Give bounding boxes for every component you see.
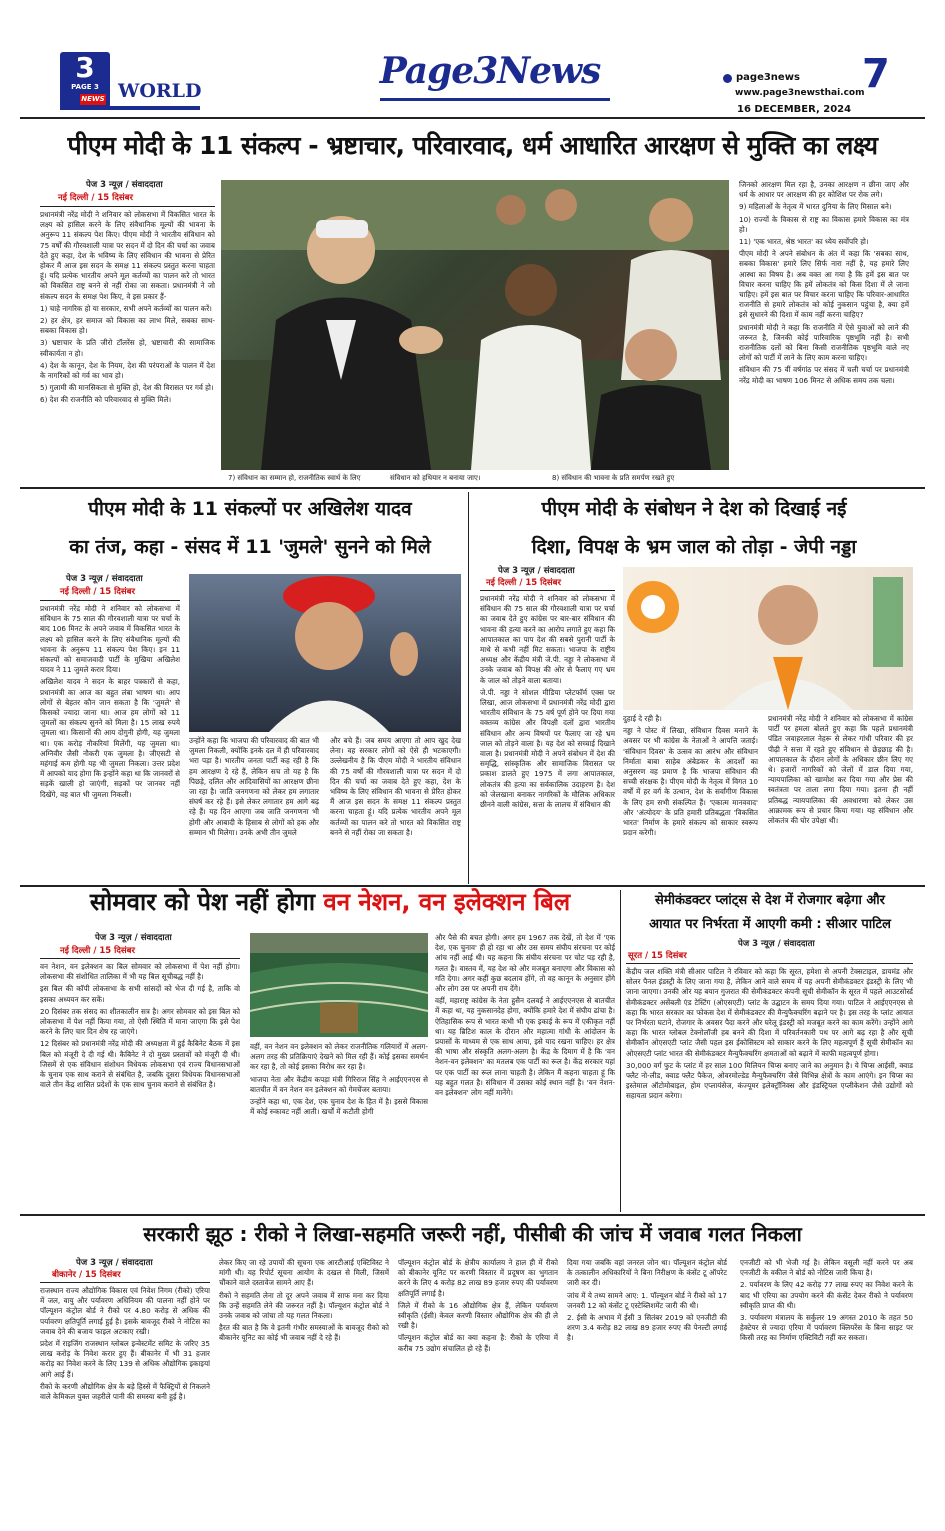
logo-number: 3	[75, 51, 95, 84]
a1-p: जिनको आरक्षण मिल रहा है, उनका आरक्षण न छीना जाए और धर्म के आधार पर आरक्षण की हर कोशिश पर रोक लगे।	[739, 180, 909, 200]
a4-p: वन नेशन, वन इलेक्शन का बिल सोमवार को लोकसभा में पेश नहीं होगा। लोकसभा की संशोधित तालिका में भी यह बिल सूचीबद्ध नहीं है।	[40, 962, 240, 982]
site-icon	[723, 74, 732, 83]
website-url: www.page3newsthai.com	[735, 88, 865, 98]
a6-p: 3. पर्यावरण मंत्रालय के सर्कुलर 19 अगस्त 2010 के तहत 50 हेक्टेयर से ज्यादा एरिया में पर्यावरण क्लियरेंस के बिना साइट पर किसी तरह का निर्माण एक्टिविटी नहीं कर सकता।	[740, 1313, 913, 1343]
page-number: 7	[862, 51, 890, 97]
a2-col1	[40, 604, 180, 880]
masthead-rule	[20, 117, 925, 119]
a4-p: वहीं, वन नेशन वन इलेक्शन को लेकर राजनीतिक गलियारों में अलग-अलग तरह की प्रतिक्रियाएं देखने को मिल रही हैं। कोई इसका समर्थन कर रहा है, तो कोई इसका विरोध कर रहा है।	[250, 1042, 428, 1072]
a5-p: केंद्रीय जल शक्ति मंत्री सीआर पाटिल ने रविवार को कहा कि सूरत, हमेशा से अपनी टेक्सटाइल, डायमंड और सोलर पैनल इंडस्ट्री के लिए जाना गया है, लेकिन आने वाले समय में यह अपनी सेमीकंडक्टर इंडस्ट्री के लिए भी जाना जाएगा। उनकी ओर यह बयान गुजरात की सेमीकंडक्टर कंपनी सूची सेमीकॉन के सूरत में पहले आउटसोर्स्ड सेमीकंडक्टर असेंबली एंड टेस्टिंग (ओएसएटी) प्लांट के उद्घाटन के समय दिया गया। पाटिल ने आईएएनएस से कहा कि भारत सरकार का फोकस देश में सेमीकंडक्टर की मैन्युफैक्चरिंग बढ़ाने पर है। इस तरह के प्लांट आयात पर निर्भरता घटाने, रोजगार के अवसर पैदा करने और घरेलू इंडस्ट्री को मजबूत करने का काम करेंगे। उन्होंने आगे कहा कि भारत ग्लोबल टेक्नोलॉजी हब बनने की दिशा में परिवर्तनकारी पथ पर आगे बढ़ रहा है और सूची सेमीकॉन ओएसएटी प्लांट जैसी पहल इस ईकोसिस्टम को साकार करने के लिए महत्वपूर्ण हैं सूची सेमीकॉन का ओएसएटी प्लांट भारत की सेमीकंडक्टर मैन्युफैक्चरिंग क्षमताओं को बढ़ाने में काफी महत्वपूर्ण होगा।	[626, 967, 913, 1058]
a4-dateline: नई दिल्ली / 15 दिसंबर	[60, 946, 135, 956]
paper-title: Page3News	[379, 50, 601, 92]
section-underline	[60, 106, 200, 110]
a6-p: राजस्थान राज्य औद्योगिक विकास एवं निवेश निगम (रीको) एरिया में जल, वायु और पर्यावरण अधिनियम की पालना नहीं होने पर पॉल्यूशन कंट्रोल बोर्ड ने रीको पर 4.80 करोड़ से अधिक की पर्यावरण क्षतिपूर्ति लगाई हुई है। इसके बावजूद रीको ने नोटिस का जवाब देने की बजाय फाइल अटकाए रखी।	[40, 1286, 210, 1336]
a4-p: वहीं, महाराष्ट्र कांग्रेस के नेता हुसैन दलवई ने आईएएनएस से बातचीत में कहा था, यह नुकसानदेह होगा, क्योंकि हमारे देश में संघीय ढांचा है। ऐतिहासिक रूप से भारत कभी भी एक इकाई के रूप में एकीकृत नहीं था। यह ब्रिटिश काल के दौरान और महात्मा गांधी के आंदोलन के प्रयासों के माध्यम से एक साथ आया, इसे याद रखना चाहिए। हर क्षेत्र की भाषा और संस्कृति अलग-अलग है। केंद्र के दिमाग में है कि 'वन नेशन-वन इलेक्शन' का मतलब एक पार्टी का रूल है। केंद्र सरकार यहां पर एक पार्टी का रूल लाना चाहती है। लेकिन मैं कहना चाहता हूं कि यह बहुत गलत है। संविधान में उसका कोई स्थान नहीं है। 'वन नेशन-वन इलेक्शन' लोग नहीं मानेंगे।	[435, 996, 615, 1098]
a4-headline-black: सोमवार को पेश नहीं होगा	[89, 888, 316, 916]
a1-caption-2: संविधान को हथियार न बनाया जाए।	[390, 474, 481, 482]
a6-dateline: बीकानेर / 15 दिसंबर	[52, 1270, 121, 1280]
a1-col1	[40, 210, 215, 478]
a6-col3	[398, 1258, 558, 1521]
a5-byline: पेज 3 न्यूज़ / संवाददाता	[738, 939, 815, 949]
logo-news: NEWS	[81, 95, 105, 103]
a2-photo-art	[189, 574, 461, 732]
a4-p: 12 दिसंबर को प्रधानमंत्री नरेंद्र मोदी की अध्यक्षता में हुई कैबिनेट बैठक में इस बिल को मंजूरी दे दी गई थी। कैबिनेट ने दो मुख्य प्रस्तावों को मंजूरी दी थी। जिसमें से एक संविधान संशोधन विधेयक लोकसभा एवं राज्य विधानसभाओं के चुनाव एक साथ कराने से संबंधित है, जबकि दूसरा विधेयक विधानसभाओं वाले तीन केंद्र शासित प्रदेशों के एक साथ चुनाव कराने से संबंधित है।	[40, 1039, 240, 1090]
a6-p: हैरत की बात है कि वे इतनी गंभीर समस्याओं के बावजूद रीको को बीकानेर यूनिट का कोई भी जवाब नहीं दे रहे हैं।	[219, 1323, 389, 1343]
a3-col2	[623, 714, 758, 882]
a4-headline-red: वन नेशन, वन इलेक्शन बिल	[323, 888, 571, 916]
a3-photo-nadda	[623, 567, 913, 710]
a4-photo-loksabha	[250, 933, 428, 1037]
a6-p: एनजीटी को भी भेजी गई है। लेकिन वसूली नहीं करने पर अब एनजीटी के वकील ने बोर्ड को नोटिस जारी किया है।	[740, 1258, 913, 1278]
a1-photo-art	[221, 180, 729, 470]
website-handle: page3news	[736, 72, 800, 83]
a3-headline-1: पीएम मोदी के संबोधन ने देश को दिखाई नई	[541, 498, 847, 520]
a1-dateline: नई दिल्ली / 15 दिसंबर	[58, 193, 133, 203]
a1-p: 3) भ्रष्टाचार के प्रति जीरो टॉलरेंस हो, भ्रष्टाचारी की सामाजिक स्वीकार्यता न हो।	[40, 338, 215, 358]
a4-col3	[435, 933, 615, 1213]
a1-p: 11) 'एक भारत, श्रेष्ठ भारत' का ध्येय सर्वोपरि हो।	[739, 237, 869, 247]
a3-col3	[768, 714, 913, 882]
a6-p: 2. ईसी के अभाव में ईसी 3 सितंबर 2019 को एनजीटी की शरण 3.4 करोड़ 82 लाख 89 हजार रुपए की पेनल्टी लगाई है।	[567, 1313, 727, 1343]
a1-p: प्रधानमंत्री मोदी ने कहा कि राजनीति में ऐसे युवाओं को लाने की जरूरत है, जिनकी कोई पारिवारिक पृष्ठभूमि नहीं है। सभी राजनीतिक दलों को बिना किसी राजनीतिक पृष्ठभूमि वाले नए लोगों को पार्टी में लाने के लिए काम करना चाहिए।	[739, 322, 909, 363]
a4-p: और पैसे की बचत होगी। अगर हम 1967 तक देखें, तो देश में 'एक देश, एक चुनाव' ही हो रहा था और उस समय संघीय संरचना पर कोई आंच नहीं आई थी। यह कहना कि संघीय संरचना पर चोट पड़ रही है, गलत है। वास्तव में, यह देश को और मजबूत बनाएगा और विकास को गति देगा। अगर कहीं कुछ बदलाव होंगे, तो वह कानून के अनुसार होंगे और लोग उस पर अपनी राय देंगे।	[435, 933, 615, 994]
a6-col4	[567, 1258, 727, 1521]
section-tag: WORLD	[118, 80, 202, 102]
a2-dateline: नई दिल्ली / 15 दिसंबर	[60, 587, 135, 597]
a1-headline: पीएम मोदी के 11 संकल्प - भ्रष्टाचार, परिवारवाद, धर्म आधारित आरक्षण से मुक्ति का लक्ष्य	[67, 131, 878, 160]
a6-p: रीको के करणी औद्योगिक क्षेत्र के बड़े हिस्से में फैक्ट्रियों से निकलने वाले केमिकल युक्त जहरीले पानी की समस्या बनी हुई है।	[40, 1381, 210, 1402]
a2-headline-2: का तंज, कहा - संसद में 11 'जुमले' सुनने को मिले	[69, 536, 431, 558]
logo-badge	[60, 52, 110, 108]
a6-byline: पेज 3 न्यूज़ / संवाददाता	[76, 1258, 153, 1268]
a3-col1	[480, 594, 615, 884]
a3-p: प्रधानमंत्री नरेंद्र मोदी ने शनिवार को लोकसभा में कांग्रेस पार्टी पर हमला बोलते हुए कहा कि पहले प्रधानमंत्री पंडित जवाहरलाल नेहरू से लेकर गांधी परिवार की हर पीढ़ी ने सत्ता में रहते हुए संविधान से छेड़छाड़ की है। आपातकाल के दौरान लोगों के अधिकार छीन लिए गए थे। हजारों नागरिकों को जेलों में डाल दिया गया, न्यायपालिका को खामोश कर दिया गया और प्रेस की स्वतंत्रता पर ताला लगा दिया गया। इतना ही नहीं प्रतिबद्ध न्यायपालिका की अवधारणा को लेकर उस आक्रामक रूप से प्रचार किया गया। यह संविधान और लोकतंत्र की घोर उपेक्षा थी।	[768, 714, 913, 826]
a4-p: इस बिल की कॉपी लोकसभा के सभी सांसदों को भेज दी गई है, ताकि वो इसका अध्ययन कर सकें।	[40, 984, 240, 1004]
a4-photo-art	[250, 933, 428, 1037]
a6-col2	[219, 1258, 389, 1521]
a1-p: 4) देश के कानून, देश के नियम, देश की परंपराओं के पालन में देश के नागरिकों को गर्व का भाव हो।	[40, 360, 215, 381]
a6-p: जिले में रीको के 16 औद्योगिक क्षेत्र हैं, लेकिन पर्यावरण स्वीकृति (ईसी) केवल करणी विस्तार औद्योगिक क्षेत्र की ही ले रखी है।	[398, 1300, 558, 1331]
a4-headline	[40, 880, 620, 924]
a3-byline-rule	[480, 590, 615, 591]
a3-p: जे.पी. नड्डा ने सोशल मीडिया प्लेटफॉर्म एक्स पर लिखा, आज लोकसभा में प्रधानमंत्री नरेंद्र मोदी द्वारा भारतीय संविधान के 75 वर्ष पूर्ण होने पर दिया गया वक्तव्य कांग्रेस और विपक्षी दलों द्वारा भारतीय संविधान और अन्य विषयों पर फैलाए जा रहे भ्रम जाल को तोड़ने वाला है। यह देश को सच्चाई दिखाने वाला है। प्रधानमंत्री मोदी ने अपने संबोधन में देश की समृद्धि, सांस्कृतिक और सामाजिक विरासत पर प्रकाश डालते हुए 1975 में लगा आपातकाल, लोकतंत्र की हत्या का सर्वकालिक उदाहरण है। देश को जेलखाना बनाकर नागरिकों के मौलिक अधिकार छीनने वाली कांग्रेस, सत्ता के लालच में संविधान की	[480, 687, 615, 810]
a4-p: भाजपा नेता और केंद्रीय कपड़ा मंत्री गिरिराज सिंह ने आईएएनएस से बातचीत में वन नेशन वन इलेक्शन को गेमचेंजर बताया।	[250, 1074, 428, 1094]
a4-col1	[40, 962, 240, 1212]
a2-col3	[330, 736, 461, 882]
a6-p: प्रदेश में राइजिंग राजस्थान ग्लोबल इन्वेस्टमेंट समिट के जरिए 35 लाख करोड़ के निवेश करार हुए हैं। बीकानेर में भी 31 हजार करोड़ का निवेश करने के लिए 139 से अधिक औद्योगिक इकाइयां आगे आई हैं।	[40, 1339, 210, 1379]
a4-p: 20 दिसंबर तक संसद का शीतकालीन सत्र है। अगर सोमवार को इस बिल को लोकसभा में पेश नहीं किया गया, तो ऐसी स्थिति में माना जाएगा कि इसे पेश करने के लिए चार दिन शेष रह जाएंगे।	[40, 1006, 240, 1037]
a6-p: जांच में ये तथ्य सामने आए: 1. पॉल्यूशन बोर्ड ने रीको को 17 जनवरी 12 को कंसेंट टू एस्टेब्लिशमेंट जारी की थी।	[567, 1290, 727, 1310]
a5-dateline: सूरत / 15 दिसंबर	[628, 951, 687, 961]
logo-sub: PAGE 3	[71, 83, 99, 91]
issue-date: 16 DECEMBER, 2024	[737, 104, 852, 115]
a6-headline: सरकारी झूठ : रीको ने लिखा-सहमति जरूरी नहीं, पीसीबी की जांच में जवाब गलत निकला	[143, 1222, 802, 1246]
a3-dateline: नई दिल्ली / 15 दिसंबर	[486, 578, 561, 588]
a6-p: पॉल्यूशन कंट्रोल बोर्ड का क्या कहना है: रीको के एरिया में करीब 75 उद्योग संचालित हो रहे हैं।	[398, 1333, 558, 1353]
a1-byline: पेज 3 न्यूज़ / संवाददाता	[86, 180, 163, 190]
a1-caption-1: 7) संविधान का सम्मान हो, राजनीतिक स्वार्थ के लिए	[228, 474, 361, 482]
a4-p: उन्होंने कहा था, एक देश, एक चुनाव देश के हित में है। इससे विकास में कोई रुकावट नहीं आती। खर्चों में कटौती होगी	[250, 1097, 428, 1117]
a3-byline: पेज 3 न्यूज़ / संवाददाता	[498, 566, 575, 576]
a4-byline: पेज 3 न्यूज़ / संवाददाता	[95, 933, 172, 943]
a2-byline: पेज 3 न्यूज़ / संवाददाता	[66, 574, 143, 584]
a5-headline-1: सेमीकंडक्टर प्लांट्स से देश में रोजगार बढ़ेगा और	[655, 893, 885, 908]
a2-p: अखिलेश यादव ने सदन के बाहर पत्रकारों से कहा, प्रधानमंत्री का आज का बहुत लंबा भाषण था। आप लोगों से बेहतर कौन जान सकता है कि 'जुमले' से किसको ज्यादा जाना था। आज हम लोगों को 11 जुमलों का संकल्प सुनने को मिला है। 15 लाख रुपये जुमला था। किसानों की आय दोगुनी होगी, यह जुमला था। एक करोड़ नौकरियां मिलेंगी, यह जुमला था। अग्निवीर जैसी नौकरी एक जुमला है। जीएसटी से महंगाई कम होगी यह भी जुमला निकला। उत्तर प्रदेश में आपको याद होगा कि इन्होंने कहा था कि जानवरों से सड़कें खाली हो जाएंगी, सड़कों पर जानवर नहीं दिखेंगे, वह बात भी जुमला निकली।	[40, 677, 180, 799]
a5-p: 30,000 वर्ग फुट के प्लांट में हर साल 100 मिलियन चिप्स बनाए जाने का अनुमान है। ये चिप्स आईसी, क्वाड फ्लैट नो-लीड, क्वाड फ्लैट पैकेज, ओवरमोल्डेड मैन्युफैक्चरिंग जैसे विभिन्न क्षेत्रों के काम आएंगे। इन चिप्स का इस्तेमाल ऑटोमोबाइल, होम एप्लायंसेज, कंज्यूमर इलेक्ट्रॉनिक्स और इंडस्ट्रियल एप्लीकेशन जैसे उद्योगों को सहायता प्रदान करेगा।	[626, 1060, 913, 1101]
a1-p: 9) महिलाओं के नेतृत्व में भारत दुनिया के लिए मिसाल बने।	[739, 202, 892, 212]
a5-headline-2: आयात पर निर्भरता में आएगी कमी : सीआर पाटिल	[649, 917, 891, 932]
a4-byline-rule	[40, 958, 240, 959]
a6-p: रीको ने सहमति लेना तो दूर अपने जवाब में साफ मना कर दिया कि उन्हें सहमति लेने की जरूरत नहीं है। पॉल्यूशन कंट्रोल बोर्ड ने उनके जवाब को जांचा तो यह गलत निकला।	[219, 1290, 389, 1321]
a4-col2	[250, 1042, 428, 1212]
a1-caption-3: 8) संविधान की भावना के प्रति समर्पण रखते हुए	[552, 474, 675, 482]
section-rule-1	[20, 487, 925, 489]
a6-p: दिया गया जबकि वहां जनरल जोन था। पॉल्यूशन कंट्रोल बोर्ड के तत्कालीन अधिकारियों ने बिना निरीक्षण के कंसेंट टू ऑपरेट जारी कर दी।	[567, 1258, 727, 1288]
a5-byline-rule	[626, 963, 913, 964]
a2-byline-rule	[40, 600, 180, 601]
a1-p: पीएम मोदी ने अपने संबोधन के अंत में कहा कि 'सबका साथ, सबका विकास' हमारे लिए सिर्फ नारा नहीं है, यह हमारे लिए आस्था का विषय है। अब वक्त आ गया है कि हमें इस बात पर विचार करना चाहिए कि हमें लोकतंत्र को किस दिशा में ले जाना चाहिए। हमें इस बात पर विचार करना चाहिए कि परिवार-आधारित राजनीति से हमारे लोकतंत्र को कोई नुकसान पहुंचा है, क्या हमें इसे सुधारने की दिशा में काम नहीं करना चाहिए?	[739, 249, 909, 320]
a3-p: दुहाई दे रही है।	[623, 714, 662, 723]
a3-headline-2: दिशा, विपक्ष के भ्रम जाल को तोड़ा - जेपी नड्डा	[531, 536, 857, 558]
a1-p: प्रधानमंत्री नरेंद्र मोदी ने शनिवार को लोकसभा में विकसित भारत के लक्ष्य को हासिल करने के लिए संवैधानिक मूल्यों की भावना के अनुरूप 11 संकल्प पेश किए। पीएम मोदी ने भारतीय संविधान को 75 वर्षों की गौरवशाली यात्रा पर सदन में दो दिन की चर्चा का जवाब देते हुए कहा, देश के भविष्य के लिए संविधान की भावना से प्रेरित होकर मैं आज इस सदन के समक्ष 11 संकल्प प्रस्तुत करना चाहता हूं। यदि प्रत्येक भारतीय अपने मूल कर्तव्यों का पालन करे तो भारत को विकसित राष्ट्र बनने से नहीं रोका जा सकता। प्रधानमंत्री ने जो संकल्प सदन के समक्ष पेश किए, वे इस प्रकार हैं-	[40, 210, 215, 301]
a1-p: संविधान की 75 वीं वर्षगांठ पर संसद में चली चर्चा पर प्रधानमंत्री नरेंद्र मोदी का भाषण 106 मिनट से अधिक समय तक चला।	[739, 365, 909, 385]
title-underline	[380, 98, 610, 101]
a2-p: और बचे हैं। जब समय आएगा तो आप खुद देख लेना। वह सरकार लोगों को ऐसे ही भटकाएगी। उल्लेखनीय है कि पीएम मोदी ने भारतीय संविधान की 75 वर्षों की गौरवशाली यात्रा पर सदन में दो दिन की चर्चा का जवाब देते हुए कहा, देश के भविष्य के लिए संविधान की भावना से प्रेरित होकर मैं आज इस सदन के समक्ष 11 संकल्प प्रस्तुत करना चाहता हूं। यदि प्रत्येक भारतीय अपने मूल कर्तव्यों का पालन करे तो भारत को विकसित राष्ट्र बनने से नहीं रोका जा सकता है।	[330, 736, 461, 837]
masthead	[0, 0, 945, 118]
a2-headline-1: पीएम मोदी के 11 संकल्पों पर अखिलेश यादव	[88, 498, 412, 520]
a2-p: प्रधानमंत्री नरेंद्र मोदी ने शनिवार को लोकसभा में संविधान के 75 साल की गौरवशाली यात्रा पर चर्चा के बाद 106 मिनट के अपने जवाब में विकसित भारत के लक्ष्य को हासिल करने के लिए संवैधानिक मूल्यों की भावना के अनुरूप 11 संकल्प पेश किए। इन 11 संकल्पों को समाजवादी पार्टी के मुखिया अखिलेश यादव ने 11 जुमले करार दिया।	[40, 604, 180, 675]
a2-col2	[189, 736, 319, 882]
vertical-rule-lower	[620, 890, 621, 1212]
vertical-rule-mid	[468, 492, 469, 884]
a1-byline-rule	[40, 206, 215, 207]
a6-p: लेकर किए जा रहे उपायों की सूचना एक आरटीआई एक्टिविस्ट ने मांगी थी। यह रिपोर्ट सूचना आयोग के दखल से मिली, जिसमें चौंकाने वाले दस्तावेज सामने आए हैं।	[219, 1258, 389, 1288]
a6-col1	[40, 1286, 210, 1521]
a2-photo-akhilesh	[189, 574, 461, 732]
a3-photo-art	[623, 567, 913, 710]
a1-p: 2) हर क्षेत्र, हर समाज को विकास का लाभ मिले, सबका साथ-सबका विकास हो।	[40, 316, 215, 336]
a3-p: नड्डा ने पोस्ट में लिखा, संविधान दिवस मनाने के अवसर पर भी कांग्रेस के नेताओं ने आपत्ति जताई। 'संविधान दिवस' के उत्सव का आरंभ और संविधान निर्माता बाबा साहेब अंबेडकर के आदर्शों का अनुसरण वह प्रमाण है कि भाजपा संविधान की सच्ची संरक्षक है। पीएम मोदी के नेतृत्व में विगत 10 वर्षों में हर वर्ग के उत्थान, देश के सर्वांगीण विकास के लिए हम सभी संकल्पित हैं। 'एकात्म मानववाद' और 'अंत्योदय' के प्रति हमारी प्रतिबद्धता 'विकसित भारत' निर्माण के हमारे संकल्प को साकार स्वरूप प्रदान करेगी।	[623, 726, 758, 838]
a1-p: 1) चाहे नागरिक हो या सरकार, सभी अपने कर्तव्यों का पालन करें।	[40, 303, 212, 313]
a6-col5	[740, 1258, 913, 1521]
a2-p: उन्होंने कहा कि भाजपा की परिवारवाद की बात भी जुमला निकली, क्योंकि इनके दल में ही परिवारवाद भरा पड़ा है। भारतीय जनता पार्टी कह रही है कि हम आरक्षण दे रहे हैं, लेकिन सच तो यह है कि पिछड़े, दलित और आदिवासियों का आरक्षण छीना जा रहा है। जाति जनगणना को लेकर हम लगातार संघर्ष कर रहे हैं। इसे लेकर लगातार हम आगे बढ़ रहे हैं। यह दिन आएगा जब जाति जनगणना भी होगी और आबादी के हिसाब से लोगों को हक और सम्मान भी मिलेगा। उनके अभी तीन जुमले	[189, 736, 319, 837]
a1-p: 6) देश की राजनीति को परिवारवाद से मुक्ति मिले।	[40, 395, 172, 405]
a1-p: 5) गुलामी की मानसिकता से मुक्ति हो, देश की विरासत पर गर्व हो।	[40, 383, 214, 393]
a6-p: पॉल्यूशन कंट्रोल बोर्ड के क्षेत्रीय कार्यालय ने हाल ही में रीको को बीकानेर यूनिट पर करणी विस्तार में प्रदूषण का भुगतान करने के लिए 4 करोड़ 82 लाख 89 हजार रुपए की पर्यावरण क्षतिपूर्ति लगाई है।	[398, 1258, 558, 1298]
a6-p: 2. पर्यावरण के लिए 42 करोड़ 77 लाख रुपए का निवेश करने के बाद भी एरिया का उपयोग करने की कंसेंट देकर रीको ने पर्यावरण स्वीकृति प्राप्त की थी।	[740, 1280, 913, 1310]
a6-byline-rule	[40, 1282, 210, 1283]
a1-p: 10) राज्यों के विकास से राष्ट्र का विकास हमारे विकास का मंत्र हो।	[739, 214, 909, 234]
a3-p: प्रधानमंत्री नरेंद्र मोदी ने शनिवार को लोकसभा में संविधान की 75 साल की गौरवशाली यात्रा पर चर्चा का जवाब देते हुए कांग्रेस पर बार-बार संविधान की भावना की हत्या करने का आरोप लगाते हुए कहा कि आपातकाल का पाप देश की सबसे पुरानी पार्टी के माथे से कभी नहीं मिट सकता। भाजपा के राष्ट्रीय अध्यक्ष और केंद्रीय मंत्री जे.पी. नड्डा ने लोकसभा में उनके जवाब को विपक्ष की ओर से फैलाए गए भ्रम के जाल को तोड़ने वाला बताया।	[480, 594, 615, 685]
a5-body	[626, 967, 913, 1212]
a1-photo-parliament	[221, 180, 729, 470]
a1-col3	[739, 180, 909, 480]
